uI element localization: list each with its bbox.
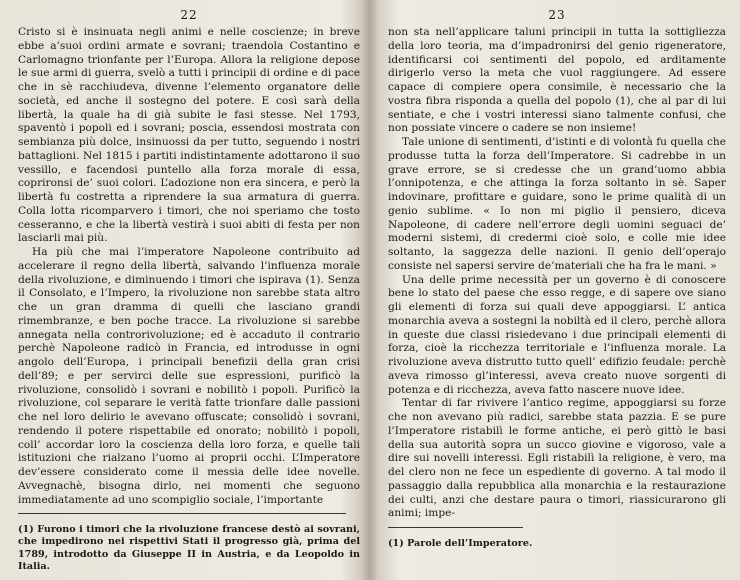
page-number: 22 xyxy=(180,8,198,22)
paragraph: Ha più che mai l’imperatore Napoleone contribuito ad accelerare il regno della libertà, salvando l’influenza morale della rivoluzione, e diminuendo i timori che ispirava (1). Senza il Consolato, e l’Impero, la rivoluzione non sarebbe stata altro che un gran dramma di quelli che lasciano grandi rimembranze, e ben poche tracce. La rivoluzione si sarebbe annegata nella controrivoluzione; ed è accaduto il contrario perchè Napoleone radicò in Francia, ed introdusse in ogni angolo dell’Europa, i principali benefizii della gran crisi dell’89; e per servirci delle sue espressioni, purificò la rivoluzione, consolidò i sovrani e nobilitò i popoli. Purificò la rivoluzione, col separare le verità fatte trionfare dalle passioni che nel loro delirio le avevano offuscate; consolidò i sovrani, rendendo il potere rispettabile ed onorato; nobilitò i popoli, coll’ accordar loro la coscienza della loro forza, e quelle tali istituzioni che rialzano l’uomo ai proprii occhi. L’Imperatore dev’essere considerato come il messia delle idee novelle. Avvegnachè, bisogna dirlo, nei momenti che seguono immediatamente ad uno scompiglio sociale, l’importante xyxy=(18,246,360,506)
footnote: (1) Parole dell’Imperatore. xyxy=(388,537,533,549)
paragraph: non sta nell’applicare taluni principii in tutta la sottigliezza della loro teoria, ma d’impadronirsi del genio rigeneratore, identificarsi coi sentimenti del popolo, ed arditamente dirigerlo verso la meta che vuol raggiungere. Ad essere capace di compiere opera consimile, è necessario che la vostra fibra risponda a quella del popolo (1), che al par di lui sentiate, e che i vostri interessi siano talmente confusi, che non possiate vincere o cadere se non insieme! xyxy=(388,26,726,135)
paragraph: Tentar di far rivivere l’antico regime, appoggiarsi su forze che non avevano più radici, sarebbe stata pazzia. E se pure l’Imperatore ristabilì le forme antiche, ei però gittò le basi della sua autorità sopra un succo giovine e vigoroso, vale a dire sui novelli interessi. Egli ristabilì la religione, è vero, ma del clero non ne fece un espediente di governo. A tal modo il passaggio dalla repubblica alla monarchia e la restaurazione dei culti, anzi che destare paura o timori, riassicurarono gli animi; impe- xyxy=(388,397,726,520)
page-number: 23 xyxy=(548,8,566,22)
footnote: (1) Furono i timori che la rivoluzione francese destò ai sovrani, che impedirono nei rispettivi Stati il progresso già, prima del 1789, introdotto da Giuseppe II in Austria, e da Leopoldo in Italia. xyxy=(18,523,360,573)
paragraph: Tale unione di sentimenti, d’istinti e di volontà fu quella che produsse tutta la forza dell’Imperatore. Si cadrebbe in un grave errore, se si credesse che un grand’uomo abbia l’onnipotenza, e che attinga la forza soltanto in sè. Saper indovinare, profittare e guidare, sono le prime qualità di un genio sublime. « Io non mi piglio il pensiero, diceva Napoleone, di cadere nell’errore degli uomini seguaci de’ moderni sistemi, di credermi cioè solo, e colle mie idee soltanto, la saggezza delle nazioni. Il genio dell’operajo consiste nel sapersi servire de’materiali che ha fra le mani. » xyxy=(388,136,726,272)
footnote-divider xyxy=(388,527,523,528)
paragraph: Una delle prime necessità per un governo è di conoscere bene lo stato del paese che esso regge, e di sapere ove siano gli elementi di forza sui quali deve appoggiarsi. L’ antica monarchia aveva a sostegni la nobiltà ed il clero, perchè allora in queste due classi risiedevano i due principali elementi di forza, cioè la ricchezza territoriale e l’influenza morale. La rivoluzione aveva distrutto tutto quell’ edifizio feudale: perchè aveva rimosso gl’interessi, aveva creato nuove sorgenti di potenza e di ricchezza, aveva fatto nascere nuove idee. xyxy=(388,273,726,396)
footnote-divider xyxy=(18,513,346,514)
right-page xyxy=(370,0,740,580)
paragraph: Cristo si è insinuata negli animi e nelle coscienze; in breve ebbe a’suoi ordini armate e sovrani; traendola Costantino e Carlomagno trionfante per l’Europa. Allora la religione depose le sue armi di guerra, svelò a tutti i principii di ordine e di pace che in sè racchiudeva, divenne l’elemento organatore delle società, ed anche il sostegno del potere. E così sarà della libertà, la quale ha di già subite le fasi stesse. Nel 1793, spaventò i popoli ed i sovrani; posciа, essendosi mostrata con sembianza più dolce, insinuossi da per tutto, seguendo i nostri battaglioni. Nel 1815 i partiti indistintamente adottarono il suo vessillo, e facendosi puntello alla forza morale di essa, coprironsi de’ suoi colori. L’adozione non era sincera, e però la libertà fu costretta a riprendere la sua armatura di guerra. Colla lotta ricomparvero i timori, che noi speriamo che tosto cesseranno, e che la libertà vestirà i suoi abiti di festa per non lasciarli mai più. xyxy=(18,26,360,245)
